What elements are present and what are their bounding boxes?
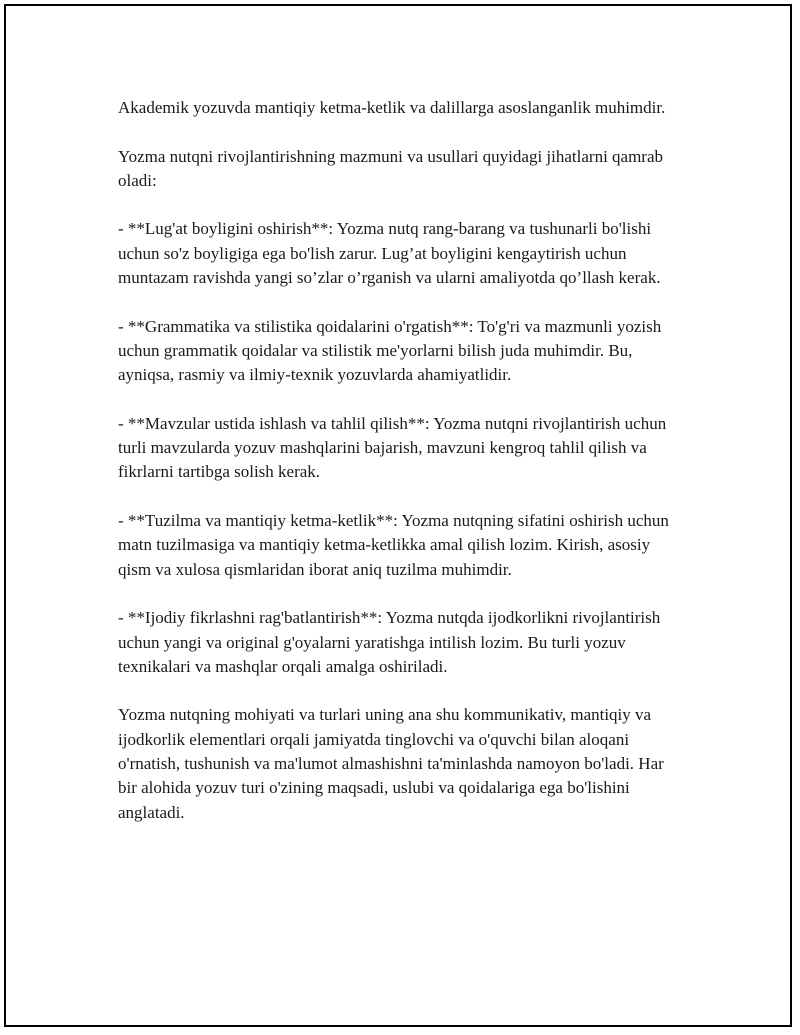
document-body xyxy=(118,96,684,849)
paragraph-overview: Yozma nutqni rivojlantirishning mazmuni va usullari quyidagi jihatlarni qamrab oladi: xyxy=(118,146,664,190)
paragraph-intro: Akademik yozuvda mantiqiy ketma-ketlik va dalillarga asoslanganlik muhimdir. xyxy=(118,98,666,117)
paragraph-grammar: - **Grammatika va stilistika qoidalarini o'rgatish**: To'g'ri va mazmunli yozish uchun grammatik qoidalar va stilistik me'yorlarni bilish juda muhimdir. Bu, ayniqsa, rasmiy va ilmiy-texnik yozuvlarda ahamiyatlidir. xyxy=(118,316,662,385)
paragraph-topics: - **Mavzular ustida ishlash va tahlil qilish**: Yozma nutqni rivojlantirish uchun turli mavzularda yozuv mashqlarini bajarish, mavzuni kengroq tahlil qilish va fikrlarni tartibga solish kerak. xyxy=(118,413,667,482)
paragraph-vocabulary: - **Lug'at boyligini oshirish**: Yozma nutq rang-barang va tushunarli bo'lishi uchun so'z boyligiga ega bo'lish zarur. Lug’at boyligini kengaytirish uchun muntazam ravishda yangi so’zlar o’rganish va ularni amaliyotda qo’llash kerak. xyxy=(118,219,661,288)
paragraph-structure: - **Tuzilma va mantiqiy ketma-ketlik**: Yozma nutqning sifatini oshirish uchun matn tuzilmasiga va mantiqiy ketma-ketlikka amal qilish lozim. Kirish, asosiy qism va xulosa qismlaridan iborat aniq tuzilma muhimdir. xyxy=(118,511,669,579)
paragraph-creativity: - **Ijodiy fikrlashni rag'batlantirish**: Yozma nutqda ijodkorlikni rivojlantirish uchun yangi va original g'oyalarni yaratishga intilish lozim. Bu turli yozuv texnikalari va mashqlar orqali amalga oshiriladi. xyxy=(118,608,661,676)
paragraph-conclusion: Yozma nutqning mohiyati va turlari uning ana shu kommunikativ, mantiqiy va ijodkorlik elementlari orqali jamiyatda tinglovchi va o'quvchi bilan aloqani o'rnatish, tushunish va ma'lumot almashishni ta'minlashda namoyon bo'ladi. Har bir alohida yozuv turi o'zining maqsadi, uslubi va qoidalariga ega bo'lishini anglatadi. xyxy=(118,705,664,822)
document-page xyxy=(4,4,792,1027)
